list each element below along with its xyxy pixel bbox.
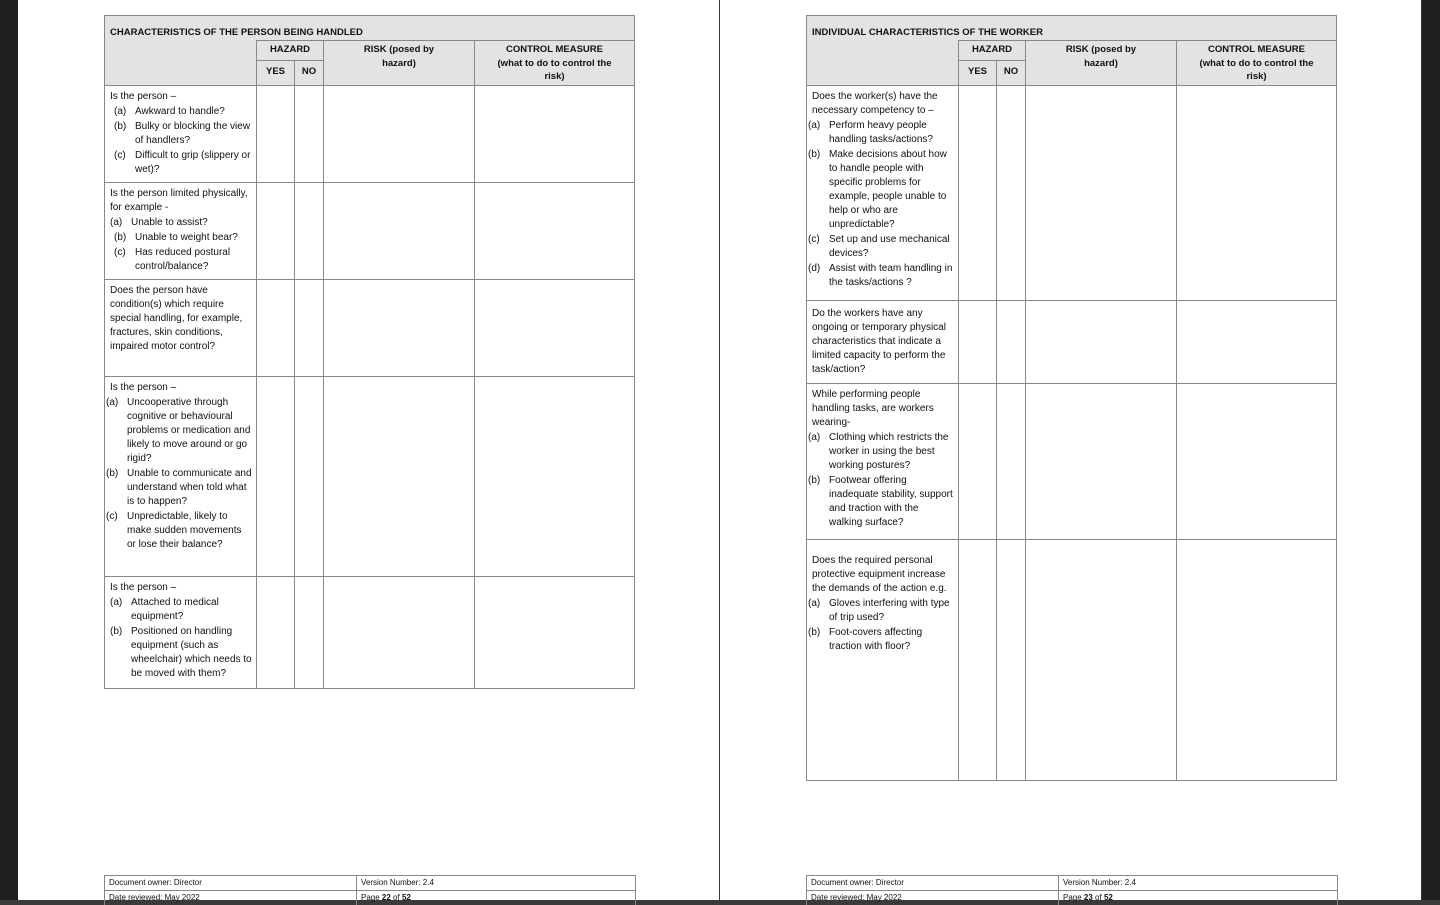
- yes-cell[interactable]: [959, 540, 997, 781]
- item-text: Perform heavy people handling tasks/actions?: [829, 120, 933, 146]
- question-item: [808, 119, 954, 147]
- document-page-22: [18, 0, 719, 900]
- page-total: 52: [1103, 893, 1113, 902]
- question-item: [106, 396, 252, 466]
- question-item: [110, 596, 252, 624]
- item-label: (b): [106, 468, 119, 480]
- yes-cell[interactable]: [257, 280, 295, 377]
- control-cell[interactable]: [1177, 384, 1337, 540]
- item-text: Assist with team handling in the tasks/actions ?: [829, 263, 953, 289]
- no-cell[interactable]: [997, 384, 1026, 540]
- question-item: [110, 246, 252, 274]
- item-label: (c): [106, 511, 118, 523]
- item-label: (c): [114, 247, 126, 259]
- item-text: Uncooperative through cognitive or behavioural problems or medication and likely to move around or go rigid?: [127, 397, 251, 465]
- risk-cell[interactable]: [1026, 540, 1177, 781]
- item-label: (b): [114, 232, 127, 244]
- question-item: [106, 467, 252, 509]
- question-intro: Is the person –: [110, 382, 177, 394]
- question-cell: [105, 280, 257, 377]
- risk-cell[interactable]: [1026, 384, 1177, 540]
- risk-cell[interactable]: [324, 377, 475, 577]
- question-item: [808, 233, 954, 261]
- header-control-line2: (what to do to control the: [497, 57, 612, 69]
- risk-cell[interactable]: [1026, 301, 1177, 384]
- page-total: 52: [401, 893, 411, 902]
- item-text: Unable to assist?: [131, 217, 208, 229]
- header-no: NO: [997, 60, 1026, 86]
- control-cell[interactable]: [475, 377, 635, 577]
- yes-cell[interactable]: [959, 301, 997, 384]
- page-number: [1059, 891, 1337, 905]
- page-current: 23: [1083, 893, 1093, 902]
- viewer-left-edge: [0, 0, 18, 900]
- risk-cell[interactable]: [324, 86, 475, 183]
- page-footer: [104, 875, 636, 905]
- no-cell[interactable]: [295, 577, 324, 689]
- item-text: Positioned on handling equipment (such as wheelchair) which needs to be moved with them?: [131, 626, 252, 680]
- version-number: Version Number: 2.4: [361, 878, 434, 887]
- question-item: [110, 105, 252, 119]
- header-no: NO: [295, 60, 324, 86]
- risk-cell[interactable]: [1026, 86, 1177, 301]
- question-item: [808, 148, 954, 232]
- document-owner: Document owner: Director: [807, 876, 1059, 890]
- item-text: Footwear offering inadequate stability, support and traction with the walking surface?: [829, 475, 953, 529]
- header-control-line3: risk): [544, 70, 565, 82]
- table-row: [807, 301, 1337, 384]
- item-text: Unpredictable, likely to make sudden movements or lose their balance?: [127, 511, 242, 551]
- no-cell[interactable]: [295, 280, 324, 377]
- item-label: (d): [808, 263, 821, 275]
- header-yes: YES: [959, 60, 997, 86]
- header-control-measure: [475, 41, 635, 86]
- header-risk-line1: RISK (posed by: [363, 44, 435, 56]
- control-cell[interactable]: [1177, 86, 1337, 301]
- question-cell: [807, 384, 959, 540]
- header-risk: [324, 41, 475, 86]
- item-text: Foot-covers affecting traction with floor?: [829, 627, 923, 653]
- table-row: [105, 280, 635, 377]
- item-text: Bulky or blocking the view of handlers?: [135, 121, 251, 147]
- question-item: [808, 431, 954, 473]
- question-cell: [807, 86, 959, 301]
- item-text: Attached to medical equipment?: [131, 597, 219, 623]
- header-hazard: HAZARD: [959, 41, 1026, 60]
- table-row: [807, 384, 1337, 540]
- table-row: [105, 577, 635, 689]
- question-intro: Does the worker(s) have the necessary competency to –: [812, 91, 938, 117]
- question-item: [106, 510, 252, 552]
- item-text: Unable to communicate and understand when told what is to happen?: [127, 468, 252, 508]
- question-intro: Does the person have condition(s) which require special handling, for example, fractures, skin conditions, impaired motor control?: [110, 285, 243, 353]
- item-label: (a): [114, 106, 127, 118]
- table-title: CHARACTERISTICS OF THE PERSON BEING HANDLED: [105, 16, 635, 41]
- question-intro: Is the person –: [110, 91, 177, 103]
- header-risk-line2: hazard): [1084, 57, 1118, 69]
- question-item: [110, 216, 252, 230]
- header-control-measure: [1177, 41, 1337, 86]
- item-label: (a): [110, 597, 123, 609]
- question-cell: [105, 86, 257, 183]
- question-item: [110, 231, 252, 245]
- no-cell[interactable]: [295, 377, 324, 577]
- page-number: [357, 891, 635, 905]
- header-control-line2: (what to do to control the: [1199, 57, 1314, 69]
- page-of: of: [390, 893, 402, 902]
- date-reviewed: Date reviewed: May 2022: [807, 891, 1059, 905]
- item-label: (c): [808, 234, 820, 246]
- risk-cell[interactable]: [324, 183, 475, 280]
- item-text: Difficult to grip (slippery or wet)?: [135, 150, 251, 176]
- question-intro: Is the person –: [110, 582, 177, 594]
- table-row: [105, 183, 635, 280]
- document-page-23: [720, 0, 1421, 900]
- question-cell: [807, 540, 959, 781]
- header-control-line3: risk): [1246, 70, 1267, 82]
- question-cell: [105, 577, 257, 689]
- question-intro: Is the person limited physically, for example -: [110, 188, 248, 214]
- control-cell[interactable]: [1177, 540, 1337, 781]
- yes-cell[interactable]: [257, 183, 295, 280]
- header-blank-cell: [105, 41, 257, 86]
- question-cell: [105, 377, 257, 577]
- date-reviewed: Date reviewed: May 2022: [105, 891, 357, 905]
- item-text: Awkward to handle?: [135, 106, 225, 118]
- document-owner: Document owner: Director: [105, 876, 357, 890]
- no-cell[interactable]: [295, 183, 324, 280]
- question-intro: While performing people handling tasks, are workers wearing-: [812, 389, 934, 429]
- table-row: [807, 86, 1337, 301]
- version-number: Version Number: 2.4: [1063, 878, 1136, 887]
- question-cell: [105, 183, 257, 280]
- question-item: [110, 149, 252, 177]
- yes-cell[interactable]: [959, 384, 997, 540]
- item-label: (b): [114, 121, 127, 133]
- risk-cell[interactable]: [324, 280, 475, 377]
- worker-characteristics-table: [806, 15, 1337, 781]
- item-label: (b): [808, 149, 821, 161]
- question-cell: [807, 301, 959, 384]
- item-label: (a): [808, 120, 821, 132]
- question-intro: Do the workers have any ongoing or temporary physical characteristics that indicate a limited capacity to perform the task/action?: [812, 308, 946, 376]
- viewer-right-edge: [1422, 0, 1440, 900]
- control-cell[interactable]: [475, 86, 635, 183]
- question-item: [110, 625, 252, 681]
- item-label: (b): [110, 626, 123, 638]
- item-label: (a): [110, 217, 123, 229]
- question-item: [808, 626, 954, 654]
- yes-cell[interactable]: [959, 86, 997, 301]
- yes-cell[interactable]: [257, 377, 295, 577]
- question-item: [808, 474, 954, 530]
- table-row: [807, 540, 1337, 781]
- header-risk-line1: RISK (posed by: [1065, 44, 1137, 56]
- table-row: [105, 86, 635, 183]
- table-row: [105, 377, 635, 577]
- no-cell[interactable]: [997, 540, 1026, 781]
- item-text: Gloves interfering with type of trip used?: [829, 598, 950, 624]
- header-yes: YES: [257, 60, 295, 86]
- question-item: [808, 262, 954, 290]
- item-label: (b): [808, 627, 821, 639]
- item-text: Make decisions about how to handle people with specific problems for example, people unable to help or who are unpredictable?: [829, 149, 947, 231]
- item-label: (a): [808, 598, 821, 610]
- header-hazard: HAZARD: [257, 41, 324, 60]
- item-text: Has reduced postural control/balance?: [135, 247, 231, 273]
- item-label: (b): [808, 475, 821, 487]
- item-text: Unable to weight bear?: [135, 232, 238, 244]
- control-cell[interactable]: [475, 183, 635, 280]
- page-prefix: Page: [361, 893, 382, 902]
- no-cell[interactable]: [997, 301, 1026, 384]
- page-footer: [806, 875, 1338, 905]
- control-cell[interactable]: [475, 280, 635, 377]
- page-current: 22: [381, 893, 391, 902]
- item-label: (c): [114, 150, 126, 162]
- no-cell[interactable]: [295, 86, 324, 183]
- header-blank-cell: [807, 41, 959, 86]
- question-item: [110, 120, 252, 148]
- item-text: Clothing which restricts the worker in using the best working postures?: [829, 432, 949, 472]
- header-risk-line2: hazard): [382, 57, 416, 69]
- header-control-line1: CONTROL MEASURE: [1208, 44, 1305, 56]
- yes-cell[interactable]: [257, 86, 295, 183]
- person-characteristics-table: [104, 15, 635, 689]
- question-intro: Does the required personal protective equipment increase the demands of the action e.g.: [812, 555, 947, 595]
- table-title: INDIVIDUAL CHARACTERISTICS OF THE WORKER: [807, 16, 1337, 41]
- question-item: [808, 597, 954, 625]
- page-of: of: [1092, 893, 1104, 902]
- risk-cell[interactable]: [324, 577, 475, 689]
- item-label: (a): [106, 397, 119, 409]
- item-label: (a): [808, 432, 821, 444]
- control-cell[interactable]: [1177, 301, 1337, 384]
- item-text: Set up and use mechanical devices?: [829, 234, 950, 260]
- yes-cell[interactable]: [257, 577, 295, 689]
- no-cell[interactable]: [997, 86, 1026, 301]
- header-control-line1: CONTROL MEASURE: [506, 44, 603, 56]
- control-cell[interactable]: [475, 577, 635, 689]
- header-risk: [1026, 41, 1177, 86]
- page-prefix: Page: [1063, 893, 1084, 902]
